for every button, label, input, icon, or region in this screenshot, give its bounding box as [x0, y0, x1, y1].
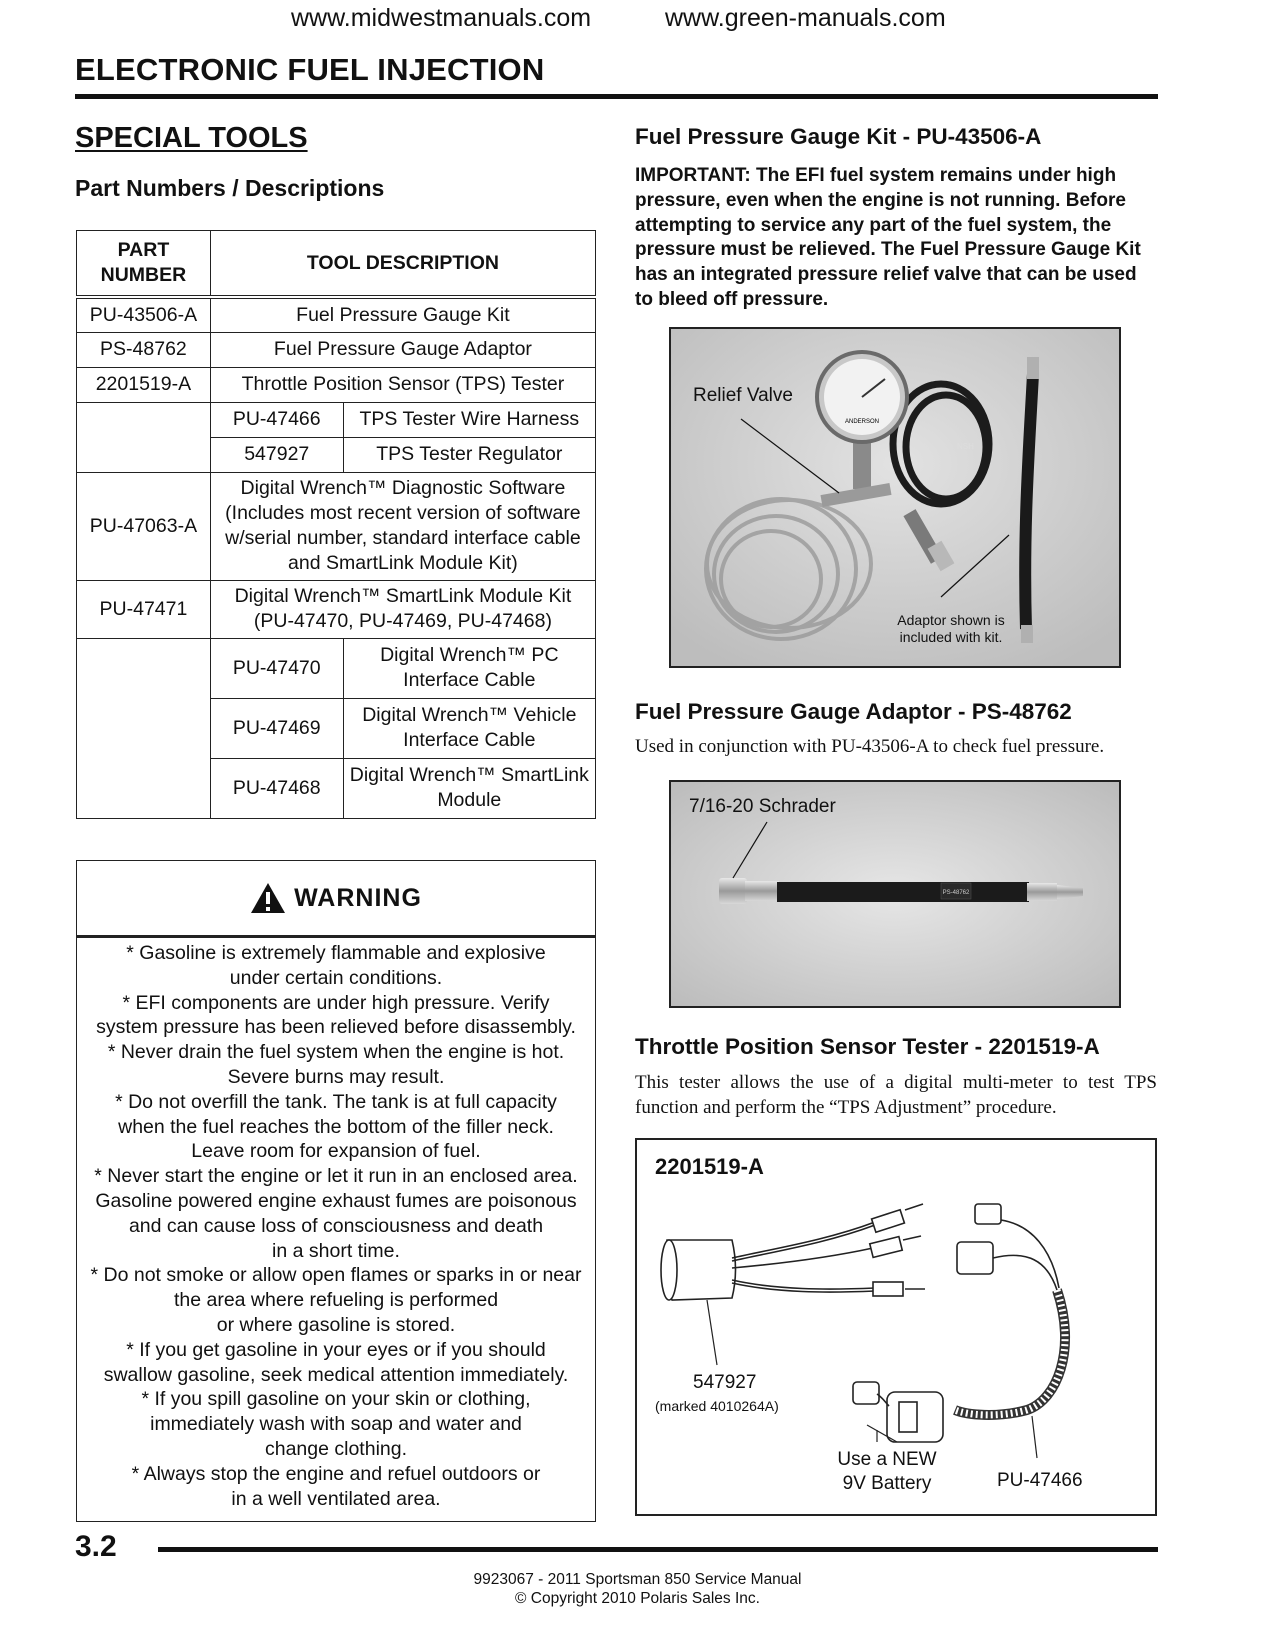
table-row [77, 580, 596, 638]
tps-figure-title: 2201519-A [655, 1154, 764, 1179]
table-row [77, 332, 596, 367]
tool-description: Digital Wrench™ Diagnostic Software (Includes most recent version of software w/serial number, standard interface cable and SmartLink Module Kit) [210, 472, 595, 580]
sub-part-number: PU-47466 [210, 402, 343, 437]
important-note: IMPORTANT: The EFI fuel system remains under high pressure, even when the engine is not running. Before attempting to service any part of the fuel system, the pressure must be relieved. The Fuel Pressure Gauge Kit has an integrated pressure relief valve that can be used to bleed off pressure. [635, 165, 1141, 310]
tps-tester-title: Throttle Position Sensor Tester - 2201519-A [635, 1034, 1100, 1059]
warning-line: immediately wash with soap and water and [150, 1413, 522, 1436]
warning-icon [250, 882, 286, 914]
adaptor-title: Fuel Pressure Gauge Adaptor - PS-48762 [635, 699, 1072, 724]
warning-line: in a short time. [272, 1239, 400, 1262]
table-row [77, 367, 596, 402]
warning-text [77, 941, 595, 1511]
warning-line: Leave room for expansion of fuel. [191, 1140, 481, 1163]
warning-line: * Never drain the fuel system when the engine is hot. [107, 1041, 565, 1064]
part-number: PU-47471 [77, 580, 211, 638]
battery-label [827, 1448, 947, 1496]
adaptor-photo [669, 780, 1121, 1008]
warning-line: * Gasoline is extremely flammable and explosive [126, 942, 546, 964]
warning-line: the area where refueling is performed [173, 1289, 499, 1312]
gauge-kit-title: Fuel Pressure Gauge Kit - PU-43506-A [635, 124, 1042, 149]
part-number: PS-48762 [77, 332, 211, 367]
sub-part-number: PU-47470 [210, 638, 343, 698]
warning-box [76, 860, 596, 1522]
link-green-manuals[interactable]: www.green-manuals.com [665, 4, 946, 32]
adaptor-label: Adaptor shown is included with kit. [897, 612, 1005, 645]
warning-line: and can cause loss of consciousness and death [128, 1214, 544, 1237]
table-row [77, 638, 596, 698]
sub-tool-description: Digital Wrench™ PC Interface Cable [343, 638, 595, 698]
harness-label: PU-47466 [997, 1470, 1083, 1491]
warning-line: swallow gasoline, seek medical attention immediately. [103, 1363, 569, 1386]
sub-tool-description: TPS Tester Regulator [343, 437, 595, 472]
tool-description: Fuel Pressure Gauge Adaptor [210, 332, 595, 367]
chapter-rule [75, 94, 1158, 99]
sub-part-number: PU-47468 [210, 758, 343, 818]
tps-tester-description: This tester allows the use of a digital multi-meter to test TPS function and perform the “TPS Adjustment” procedure. [635, 1072, 1157, 1118]
schrader-label: 7/16-20 Schrader [689, 796, 836, 817]
gauge-kit-photo [669, 327, 1121, 668]
link-midwestmanuals[interactable]: www.midwestmanuals.com [291, 4, 592, 32]
tool-description: Digital Wrench™ SmartLink Module Kit (PU-47470, PU-47469, PU-47468) [210, 580, 595, 638]
regulator-note-label: (marked 4010264A) [655, 1398, 779, 1414]
tools-table [76, 230, 596, 819]
warning-line: Gasoline powered engine exhaust fumes are poisonous [95, 1189, 577, 1212]
empty-part-cell [77, 638, 211, 818]
gauge-marking: ANDERSON [844, 419, 880, 425]
sub-tool-description: TPS Tester Wire Harness [343, 402, 595, 437]
warning-line: change clothing. [264, 1437, 408, 1460]
battery-label-line2: 9V Battery [842, 1473, 932, 1494]
sub-part-number: 547927 [210, 437, 343, 472]
relief-valve-label: Relief Valve [693, 385, 793, 406]
section-subtitle: Part Numbers / Descriptions [75, 175, 385, 201]
warning-line: when the fuel reaches the bottom of the filler neck. [118, 1115, 554, 1138]
warning-line: * Never start the engine or let it run in an enclosed area. [94, 1165, 578, 1188]
warning-line: * If you get gasoline in your eyes or if you should [126, 1338, 546, 1361]
sub-tool-description: Digital Wrench™ SmartLink Module [343, 758, 595, 818]
table-row [77, 402, 596, 437]
warning-line: * Do not smoke or allow open flames or sparks in or near [90, 1264, 582, 1287]
col-header-desc: TOOL DESCRIPTION [210, 231, 595, 298]
table-row [77, 297, 596, 332]
warning-title: WARNING [294, 883, 422, 912]
tool-description: Fuel Pressure Gauge Kit [210, 297, 595, 332]
warning-line: Severe burns may result. [227, 1065, 445, 1088]
sub-part-number: PU-47469 [210, 698, 343, 758]
table-row [77, 472, 596, 580]
sub-tool-description: Digital Wrench™ Vehicle Interface Cable [343, 698, 595, 758]
footer-text [0, 1570, 1275, 1608]
chapter-title: ELECTRONIC FUEL INJECTION [75, 52, 545, 87]
part-number: 2201519-A [77, 367, 211, 402]
adaptor-description: Used in conjunction with PU-43506-A to check fuel pressure. [635, 736, 1105, 757]
warning-line: in a well ventilated area. [231, 1487, 441, 1510]
col-header-part: PART NUMBER [77, 231, 211, 298]
tool-description: Throttle Position Sensor (TPS) Tester [210, 367, 595, 402]
warning-line: * If you spill gasoline on your skin or clothing, [141, 1388, 531, 1411]
warning-header [77, 861, 595, 938]
tps-tester-diagram [635, 1138, 1157, 1516]
part-number: PU-47063-A [77, 472, 211, 580]
footer-manual-title: 9923067 - 2011 Sportsman 850 Service Manual [473, 1571, 802, 1588]
warning-line: system pressure has been relieved before disassembly. [96, 1016, 576, 1039]
page-number: 3.2 [75, 1530, 117, 1563]
regulator-label: 547927 [693, 1372, 757, 1393]
adaptor-tag: PS-48762 [942, 890, 970, 896]
warning-line: under certain conditions. [229, 966, 443, 989]
warning-line: * EFI components are under high pressure. Verify [122, 991, 550, 1014]
part-number: PU-43506-A [77, 297, 211, 332]
table-header-row [77, 231, 596, 298]
warning-line: or where gasoline is stored. [216, 1313, 456, 1336]
section-title: SPECIAL TOOLS [75, 122, 308, 154]
battery-label-line1: Use a NEW [837, 1449, 937, 1470]
warning-line: * Always stop the engine and refuel outdoors or [131, 1462, 541, 1485]
warning-line: * Do not overfill the tank. The tank is at full capacity [115, 1090, 557, 1113]
footer-copyright: © Copyright 2010 Polaris Sales Inc. [515, 1590, 760, 1607]
hose-marking: NSH [957, 442, 974, 451]
empty-part-cell [77, 402, 211, 472]
footer-rule [158, 1547, 1158, 1552]
